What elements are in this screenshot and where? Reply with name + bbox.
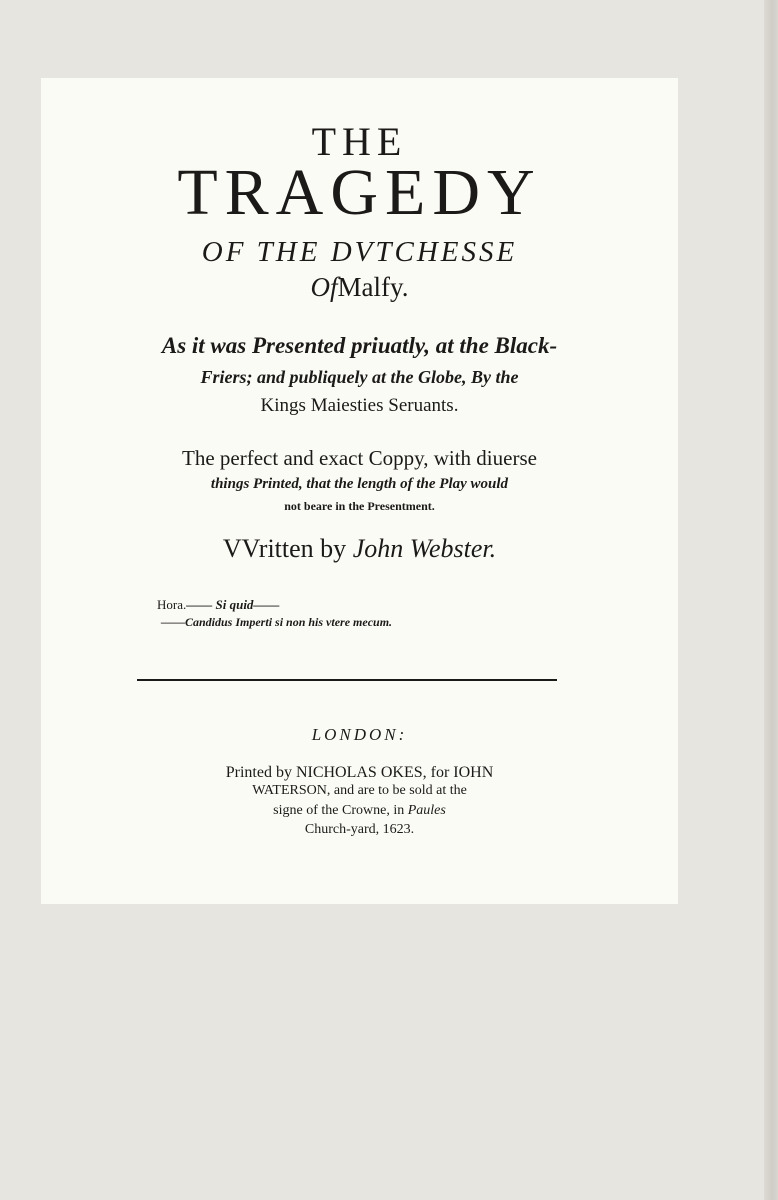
presented-line-1: As it was Presented priuatly, at the Black-: [161, 333, 558, 358]
title-of: Of: [310, 272, 338, 302]
title-line-dutchesse: OF THE DVTCHESSE: [201, 236, 518, 268]
copy-line-1: The perfect and exact Coppy, with diuerse: [182, 446, 537, 470]
horizontal-rule: [137, 679, 557, 681]
imprint-line-1: Printed by NICHOLAS OKES, for IOHN: [225, 764, 494, 781]
title-line-the: THE: [311, 119, 408, 164]
page-edge: [764, 0, 778, 1200]
copy-line-2: things Printed, that the length of the Play would: [210, 476, 509, 492]
copy-line-3: not beare in the Presentment.: [284, 499, 435, 513]
motto-si-quid: —— Si quid——: [186, 597, 280, 612]
title-line-tragedy: TRAGEDY: [177, 156, 542, 229]
presented-line-3: Kings Maiesties Seruants.: [260, 395, 459, 416]
imprint-line-3: [41, 804, 678, 818]
written-by-label: VVritten by: [222, 534, 347, 563]
title-malfy: Malfy.: [337, 272, 409, 302]
imprint-line-4: Church-yard, 1623.: [304, 822, 415, 837]
motto-candidus: ——Candidus Imperti si non his vtere mecum.: [161, 615, 393, 629]
title-page-plate: [41, 78, 678, 904]
imprint-place: LONDON:: [311, 725, 408, 744]
written-by-line: [41, 536, 678, 562]
imprint-line-3-b: Paules: [407, 803, 446, 818]
title-line-malfy: [41, 274, 678, 301]
motto-hora-line: [157, 598, 279, 611]
author-name: John Webster.: [352, 534, 497, 563]
imprint-line-3-a: signe of the Crowne, in: [273, 803, 405, 818]
imprint-line-2: WATERSON, and are to be sold at the: [252, 783, 467, 798]
presented-line-2: Friers; and publiquely at the Globe, By the: [200, 367, 519, 387]
motto-candidus-line: [161, 616, 392, 628]
motto-hora: Hora.: [157, 597, 187, 612]
